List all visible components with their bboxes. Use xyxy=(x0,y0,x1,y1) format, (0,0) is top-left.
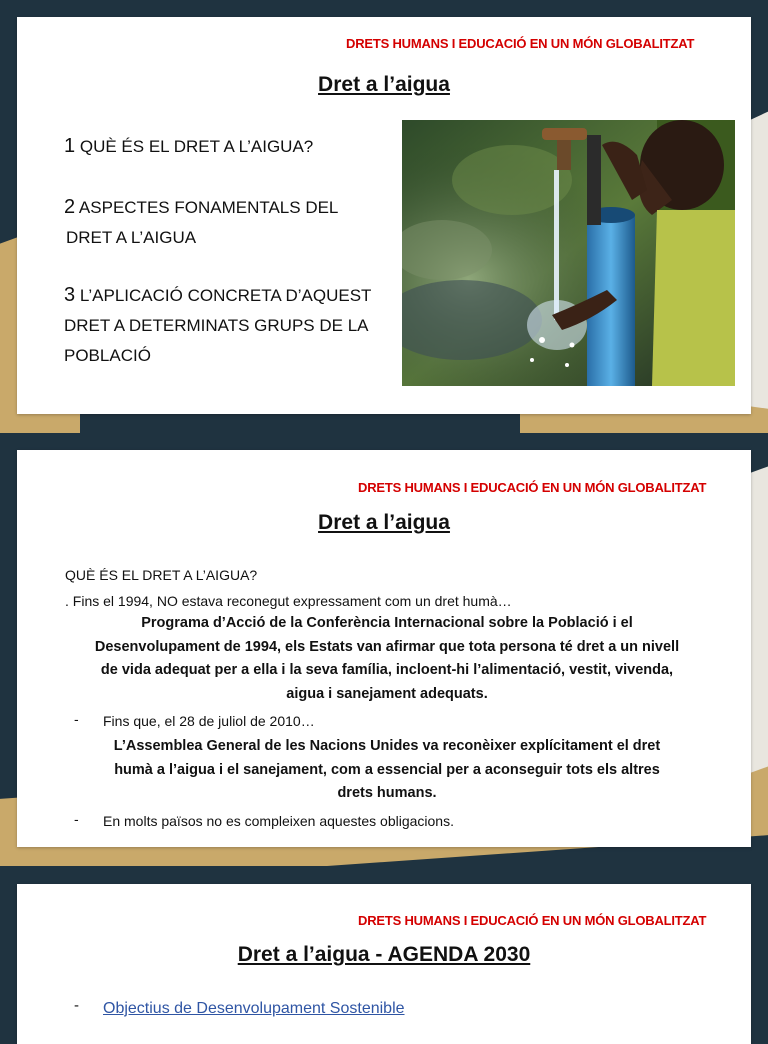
slide-title: Dret a l’aigua xyxy=(318,73,450,96)
item-number: 2 xyxy=(64,196,76,218)
quote-line: aigua i sanejament adequats. xyxy=(286,685,488,702)
quote-line: L’Assemblea General de les Nacions Unides va reconèixer explícitament el dret xyxy=(113,738,661,754)
slide-title: Dret a l’aigua - AGENDA 2030 xyxy=(237,943,531,966)
bullet-dash: - xyxy=(74,711,79,727)
section-question: QUÈ ÉS EL DRET A L’AIGUA? xyxy=(65,567,258,583)
conference-quote xyxy=(57,612,717,706)
slide-header: DRETS HUMANS I EDUCACIÓ EN UN MÓN GLOBALITZAT xyxy=(358,480,707,495)
quote-line: drets humans. xyxy=(337,785,437,801)
sdg-link[interactable]: Objectius de Desenvolupament Sostenible xyxy=(103,1000,405,1017)
quote-line: Programa d’Acció de la Conferència Internacional sobre la Població i el xyxy=(141,615,633,631)
quote-line: Desenvolupament de 1994, els Estats van afirmar que tota persona té dret a un nivell xyxy=(94,638,680,655)
slide-header: DRETS HUMANS I EDUCACIÓ EN UN MÓN GLOBALITZAT xyxy=(358,913,707,928)
slide-1 xyxy=(17,17,751,414)
quote-line: humà a l’aigua i el sanejament, com a essencial per a aconseguir tots els altres xyxy=(114,761,660,778)
intro-text: . Fins el 1994, NO estava reconegut expressament com un dret humà… xyxy=(65,593,512,609)
quote-line: de vida adequat per a ella i la seva família, incloent-hi l’alimentació, vestit, vivenda, xyxy=(100,662,674,678)
item-number: 3 xyxy=(64,284,76,306)
slide-title: Dret a l’aigua xyxy=(318,511,450,534)
slide-2 xyxy=(17,450,751,847)
item-text: POBLACIÓ xyxy=(64,346,151,365)
bullet-text: En molts països no es compleixen aquestes obligacions. xyxy=(103,813,454,829)
agenda-item-1 xyxy=(64,131,394,162)
item-text: L’APLICACIÓ CONCRETA D’AQUEST xyxy=(79,286,372,305)
item-text: DRET A DETERMINATS GRUPS DE LA xyxy=(64,316,369,335)
slide-header: DRETS HUMANS I EDUCACIÓ EN UN MÓN GLOBALITZAT xyxy=(346,36,695,51)
bullet-text: Fins que, el 28 de juliol de 2010… xyxy=(103,713,315,729)
un-assembly-quote xyxy=(87,735,687,806)
bullet-dash: - xyxy=(74,997,79,1014)
item-text: QUÈ ÉS EL DRET A L’AIGUA? xyxy=(79,137,314,156)
slide-3 xyxy=(17,884,751,1044)
water-tap-photo xyxy=(402,120,735,386)
bullet-dash: - xyxy=(74,811,79,827)
item-text: DRET A L’AIGUA xyxy=(66,228,197,247)
agenda-item-3 xyxy=(64,280,394,371)
item-text: ASPECTES FONAMENTALS DEL xyxy=(78,198,339,217)
agenda-item-2 xyxy=(64,192,394,253)
item-number: 1 xyxy=(64,135,76,157)
